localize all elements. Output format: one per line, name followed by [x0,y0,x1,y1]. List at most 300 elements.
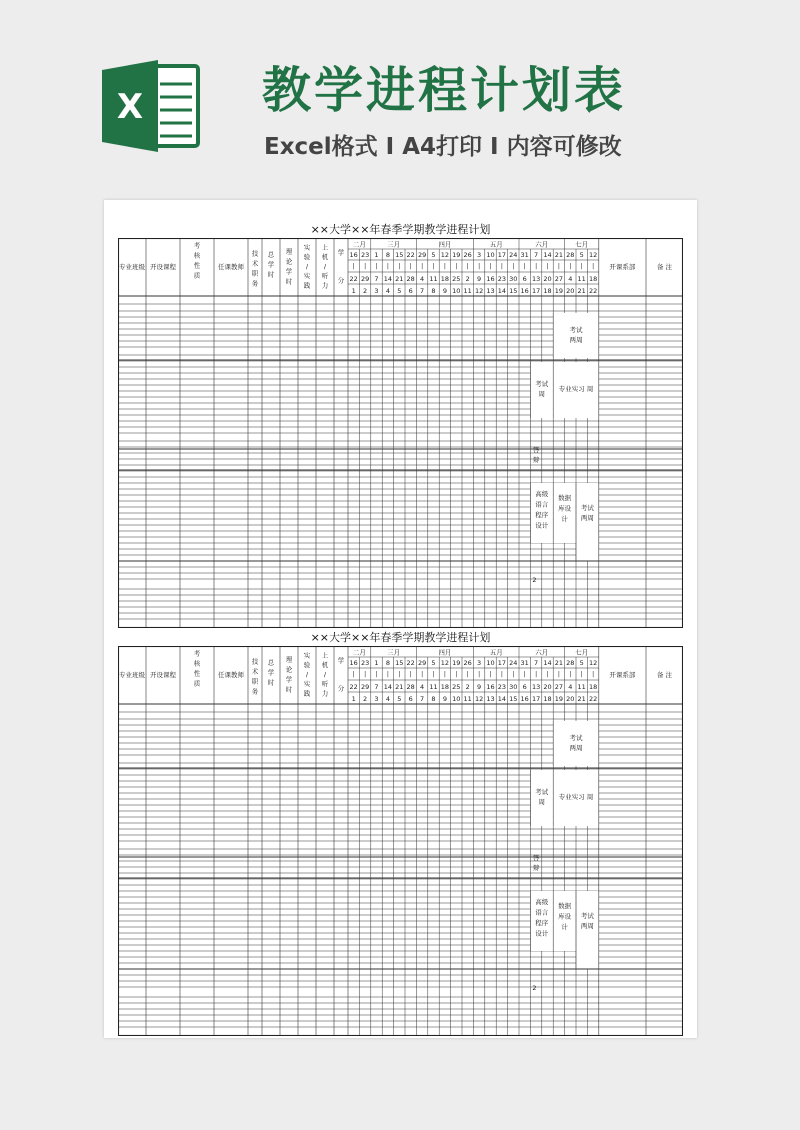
annotation-exam-two-weeks: 考试 [569,734,583,742]
week-number: 19 [554,695,564,703]
week-start-day: 5 [579,251,584,259]
svg-text:术: 术 [251,259,259,268]
month-label: 五月 [489,240,503,249]
month-label: 五月 [489,648,503,657]
month-label: 七月 [575,240,589,249]
week-start-day: 23 [360,659,370,667]
svg-text:性: 性 [193,261,201,270]
week-number: 21 [577,287,586,295]
week-start-day: 28 [566,251,575,259]
annotation-database-design: 库设 [558,504,572,513]
annotation-database-design: 计 [561,923,568,931]
week-separator: | [546,263,549,270]
week-separator: | [443,263,446,270]
week-end-day: 18 [440,275,450,283]
week-separator: | [512,671,515,678]
week-start-day: 21 [554,251,564,259]
week-separator: | [569,263,572,270]
week-end-day: 30 [509,683,518,691]
week-start-day: 7 [534,659,539,667]
week-end-day: 6 [522,275,527,283]
week-number: 9 [442,695,447,703]
week-separator: | [386,671,389,678]
week-start-day: 8 [385,659,390,667]
week-number: 5 [397,695,402,703]
svg-text:时: 时 [267,678,275,687]
svg-text:听: 听 [321,271,329,280]
week-start-day: 19 [452,251,461,259]
plan-grid [118,238,683,628]
annotation-exam-two-weeks: 两周 [569,336,583,344]
week-end-day: 28 [406,275,415,283]
annotation-exam-week: 周 [538,390,546,398]
svg-text:考: 考 [193,649,201,658]
week-start-day: 1 [374,659,379,667]
week-start-day: 17 [497,251,507,259]
week-end-day: 11 [577,275,586,283]
month-label: 三月 [387,648,401,657]
header-practice [304,242,311,289]
week-end-day: 2 [465,683,470,691]
svg-text:机: 机 [321,660,329,669]
week-separator: | [375,263,378,270]
week-number: 7 [420,695,425,703]
week-end-day: 23 [497,683,507,691]
week-number: 5 [397,287,402,295]
svg-text:性: 性 [193,669,201,678]
svg-text:分: 分 [337,684,345,693]
week-number: 16 [520,695,529,703]
annotation-internship-week: 专业实习 周 [558,793,594,801]
week-separator: | [512,263,515,270]
document-sheet [104,200,697,1038]
svg-text:力: 力 [321,689,329,698]
week-start-day: 12 [588,251,598,259]
annotation-box [576,891,598,969]
week-end-day: 16 [486,683,495,691]
header-department: 开课系部 [609,671,636,679]
week-start-day: 3 [477,659,482,667]
svg-text:质: 质 [193,271,201,280]
week-number: 20 [566,695,575,703]
week-separator: | [580,671,583,678]
week-separator: | [386,263,389,270]
week-end-day: 29 [360,683,370,691]
week-number: 1 [351,287,356,295]
week-end-day: 4 [420,683,425,691]
annotation-database-design: 数据 [558,494,572,502]
annotation-exam-week: 考试 [535,788,549,796]
month-label: 六月 [535,648,549,657]
annotation-box [576,483,598,561]
svg-text:/: / [305,670,309,679]
week-end-day: 22 [349,683,358,691]
week-start-day: 28 [566,659,575,667]
header-practice [304,650,311,697]
header-theory-hours [286,247,293,285]
svg-text:核: 核 [193,659,201,668]
week-number: 12 [474,287,484,295]
plan-table-2 [118,630,683,1038]
annotation-week-two: 2 [532,984,537,992]
svg-text:分: 分 [337,276,345,285]
header-major-class: 专业班级 [119,263,145,271]
week-number: 20 [566,287,575,295]
excel-logo-icon [100,56,202,156]
svg-text:务: 务 [251,687,259,696]
plan-grid [118,646,683,1036]
week-separator: | [535,671,538,678]
week-end-day: 4 [568,275,573,283]
annotation-database-design: 库设 [558,912,572,921]
week-start-day: 26 [463,659,472,667]
week-end-day: 14 [383,275,393,283]
week-end-day: 25 [452,683,461,691]
week-separator: | [523,263,526,270]
annotation-advanced-programming: 高级 [535,898,549,906]
week-start-day: 12 [440,251,450,259]
week-number: 2 [363,287,368,295]
annotation-defense: 答 [532,446,540,454]
svg-text:技: 技 [251,657,259,666]
week-end-day: 27 [554,275,564,283]
week-number: 18 [543,287,552,295]
header-teacher: 任课教师 [218,671,244,679]
week-number: 14 [497,695,507,703]
svg-text:/: / [323,670,327,679]
month-label: 七月 [575,648,589,657]
svg-text:学: 学 [337,656,345,665]
week-end-day: 4 [568,683,573,691]
week-number: 8 [431,287,436,295]
week-start-day: 23 [360,251,370,259]
svg-text:学: 学 [267,260,275,269]
week-start-day: 5 [431,251,436,259]
annotation-database-design: 计 [561,515,568,523]
annotation-advanced-programming: 设计 [535,521,549,530]
week-end-day: 18 [440,683,450,691]
svg-text:技: 技 [251,249,259,258]
week-number: 16 [520,287,529,295]
header-major-class: 专业班级 [119,671,145,679]
plan-table-1 [118,222,683,630]
week-start-day: 15 [395,659,404,667]
svg-text:上: 上 [321,651,329,660]
week-end-day: 6 [522,683,527,691]
week-start-day: 17 [497,659,507,667]
week-number: 3 [374,695,379,703]
svg-text:理: 理 [285,655,293,664]
week-start-day: 16 [349,251,358,259]
week-separator: | [466,263,469,270]
svg-text:/: / [323,262,327,271]
week-number: 15 [509,695,518,703]
week-number: 10 [452,695,461,703]
week-end-day: 9 [477,275,482,283]
annotation-advanced-programming: 语言 [535,908,549,917]
week-number: 17 [531,695,541,703]
header-course: 开设课程 [150,671,176,679]
week-separator: | [421,263,424,270]
week-separator: | [409,671,412,678]
week-start-day: 16 [349,659,358,667]
header-department: 开课系部 [609,263,636,271]
annotation-advanced-programming: 设计 [535,929,549,938]
week-end-day: 7 [374,683,379,691]
week-number: 4 [385,287,390,295]
week-separator: | [580,263,583,270]
week-start-day: 22 [406,251,415,259]
annotation-exam-two-weeks-2: 两周 [580,514,594,522]
annotation-exam-two-weeks: 考试 [569,326,583,334]
week-number: 12 [474,695,484,703]
header-computer [322,650,329,697]
week-number: 14 [497,287,507,295]
week-start-day: 8 [385,251,390,259]
week-end-day: 27 [554,683,564,691]
week-number: 1 [351,695,356,703]
week-start-day: 29 [417,659,427,667]
week-number: 3 [374,287,379,295]
week-number: 9 [442,287,447,295]
week-number: 18 [543,695,552,703]
week-start-day: 29 [417,251,427,259]
annotation-defense: 答 [532,854,540,862]
header-title-rank [252,248,259,287]
month-label: 二月 [352,240,366,249]
week-separator: | [455,671,458,678]
annotation-exam-week: 考试 [535,380,549,388]
logo-letter: X [116,87,144,127]
svg-text:质: 质 [193,679,201,688]
month-label: 六月 [535,240,549,249]
week-separator: | [489,263,492,270]
week-start-day: 31 [520,659,529,667]
week-number: 19 [554,287,564,295]
header-computer [322,242,329,289]
svg-text:实: 实 [303,651,311,660]
annotation-week-two: 2 [532,576,537,584]
svg-text:践: 践 [303,281,311,290]
week-end-day: 2 [465,275,470,283]
week-start-day: 14 [543,659,552,667]
week-end-day: 14 [383,683,393,691]
week-start-day: 19 [452,659,461,667]
plan-title: ××大学××年春季学期教学进程计划 [310,223,491,236]
week-end-day: 11 [429,275,438,283]
svg-text:力: 力 [321,281,329,290]
annotation-exam-two-weeks: 两周 [569,744,583,752]
week-start-day: 14 [543,251,552,259]
annotation-defense: 辩 [532,864,540,872]
week-number: 13 [486,695,495,703]
svg-text:总: 总 [267,250,275,259]
svg-text:听: 听 [321,679,329,688]
annotation-advanced-programming: 程序 [535,511,549,519]
annotation-exam-two-weeks-2: 考试 [580,912,594,920]
week-number: 22 [588,287,598,295]
week-separator: | [478,263,481,270]
week-start-day: 21 [554,659,564,667]
week-end-day: 21 [395,275,404,283]
week-separator: | [523,671,526,678]
header-total-hours [268,657,275,686]
week-number: 11 [463,695,472,703]
svg-text:理: 理 [285,247,293,256]
week-separator: | [557,671,560,678]
week-separator: | [500,263,503,270]
annotation-advanced-programming: 程序 [535,919,549,927]
week-separator: | [500,671,503,678]
header-teacher: 任课教师 [218,263,244,271]
annotation-exam-two-weeks-2: 考试 [580,504,594,512]
week-separator: | [546,671,549,678]
week-separator: | [352,263,355,270]
week-end-day: 25 [452,275,461,283]
week-separator: | [443,671,446,678]
week-start-day: 22 [406,659,415,667]
annotation-defense: 辩 [532,456,540,464]
week-separator: | [592,263,595,270]
week-number: 4 [385,695,390,703]
week-number: 21 [577,695,586,703]
month-label: 三月 [387,240,401,249]
week-end-day: 30 [509,275,518,283]
week-start-day: 7 [534,251,539,259]
annotation-exam-week: 周 [538,798,546,806]
week-separator: | [535,263,538,270]
week-separator: | [489,671,492,678]
plan-title: ××大学××年春季学期教学进程计划 [310,631,491,644]
header-assessment [194,648,201,687]
month-label: 二月 [352,648,366,657]
annotation-exam-two-weeks-2: 两周 [580,922,594,930]
week-end-day: 16 [486,275,495,283]
svg-text:时: 时 [285,685,293,694]
svg-text:务: 务 [251,279,259,288]
svg-text:职: 职 [251,269,259,278]
month-label: 四月 [438,240,452,249]
week-separator: | [398,671,401,678]
week-number: 6 [408,287,413,295]
week-number: 2 [363,695,368,703]
header-theory-hours [286,655,293,693]
header-assessment [194,240,201,279]
header-remarks: 备 注 [656,671,673,679]
week-number: 17 [531,287,541,295]
week-end-day: 22 [349,275,358,283]
week-number: 22 [588,695,598,703]
svg-text:学: 学 [285,675,293,684]
week-end-day: 13 [531,275,541,283]
week-start-day: 5 [579,659,584,667]
annotation-advanced-programming: 语言 [535,500,549,509]
week-end-day: 7 [374,275,379,283]
annotation-advanced-programming: 高级 [535,490,549,498]
week-end-day: 4 [420,275,425,283]
week-end-day: 18 [588,683,598,691]
svg-text:验: 验 [303,660,311,669]
week-number: 7 [420,287,425,295]
week-start-day: 12 [588,659,598,667]
week-number: 10 [452,287,461,295]
svg-text:/: / [305,262,309,271]
week-separator: | [432,263,435,270]
svg-text:实: 实 [303,243,311,252]
header-credits [338,247,345,284]
svg-text:时: 时 [285,277,293,286]
page-subtitle: Excel格式 Ⅰ A4打印 Ⅰ 内容可修改 [264,134,622,160]
week-start-day: 26 [463,251,472,259]
week-number: 6 [408,695,413,703]
svg-text:考: 考 [193,241,201,250]
svg-text:论: 论 [285,257,293,266]
week-end-day: 28 [406,683,415,691]
header-course: 开设课程 [150,263,176,271]
week-end-day: 13 [531,683,541,691]
svg-text:术: 术 [251,667,259,676]
week-start-day: 5 [431,659,436,667]
week-separator: | [364,263,367,270]
week-separator: | [375,671,378,678]
page-title: 教学进程计划表 [262,62,627,119]
week-end-day: 11 [577,683,586,691]
week-start-day: 24 [509,659,518,667]
week-separator: | [557,263,560,270]
week-separator: | [398,263,401,270]
svg-text:上: 上 [321,243,329,252]
week-separator: | [478,671,481,678]
week-separator: | [569,671,572,678]
week-separator: | [455,263,458,270]
week-separator: | [421,671,424,678]
week-end-day: 11 [429,683,438,691]
week-end-day: 20 [543,275,552,283]
svg-text:总: 总 [267,658,275,667]
week-end-day: 29 [360,275,370,283]
week-end-day: 21 [395,683,404,691]
week-start-day: 10 [486,251,495,259]
svg-text:时: 时 [267,270,275,279]
header-total-hours [268,249,275,278]
annotation-database-design: 数据 [558,902,572,910]
week-separator: | [364,671,367,678]
week-start-day: 1 [374,251,379,259]
svg-text:学: 学 [337,248,345,257]
header-title-rank [252,656,259,695]
week-start-day: 31 [520,251,529,259]
svg-text:验: 验 [303,252,311,261]
week-end-day: 20 [543,683,552,691]
svg-text:实: 实 [303,271,311,280]
week-end-day: 9 [477,683,482,691]
week-separator: | [592,671,595,678]
week-separator: | [466,671,469,678]
week-start-day: 24 [509,251,518,259]
annotation-box [554,891,576,951]
svg-text:学: 学 [267,668,275,677]
week-number: 8 [431,695,436,703]
svg-text:论: 论 [285,665,293,674]
week-end-day: 23 [497,275,507,283]
week-number: 13 [486,287,495,295]
week-separator: | [432,671,435,678]
header-credits [338,655,345,692]
week-number: 15 [509,287,518,295]
annotation-internship-week: 专业实习 周 [558,385,594,393]
week-start-day: 15 [395,251,404,259]
week-separator: | [352,671,355,678]
